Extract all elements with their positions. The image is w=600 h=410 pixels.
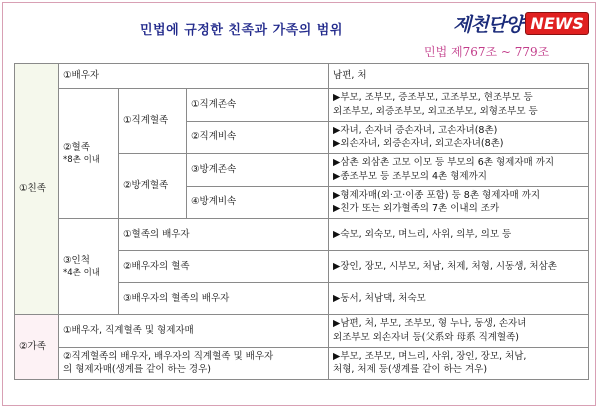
- affinity-category: [59, 219, 119, 315]
- logo-news-badge: NEWS: [525, 12, 589, 35]
- lineal-ascendant-value: [329, 89, 589, 122]
- blood-category: [59, 89, 119, 219]
- lineal-blood-label: ①직계혈족: [119, 89, 187, 154]
- lineal-descendant-line-2: ▶외손자녀, 외증손자녀, 외고손자녀(8촌): [333, 138, 504, 150]
- collateral-ascendant-value: [329, 154, 589, 187]
- lineal-descendant-label: ②직계비속: [187, 121, 329, 154]
- family-item-1-line-2: 외조부모 외손자녀 등(父系와 母系 직계혈족): [333, 331, 519, 343]
- collateral-descendant-line-1: ▶형제자매(외·고·이종 포함) 등 8촌 형제자매 까지: [333, 189, 541, 201]
- affinity-item-3-value: ▶동서, 처남댁, 처숙모: [329, 283, 589, 315]
- lineal-ascendant-line-1: ▶부모, 조부모, 증조부모, 고조부모, 현조부모 등: [333, 92, 533, 103]
- spouse-label: ①배우자: [59, 64, 329, 89]
- lineal-descendant-line-1: ▶자녀, 손자녀 증손자녀, 고손자녀(8촌): [333, 124, 498, 136]
- collateral-descendant-line-2: ▶친가 또는 외가혈족의 7촌 이내의 조카: [333, 203, 500, 215]
- table-row: [15, 315, 589, 348]
- lineal-descendant-value: [329, 121, 589, 154]
- family-item-2-line-1: ②직계혈족의 배우자, 배우자의 직계혈족 및 배우자: [63, 350, 274, 362]
- family-item-2-value-line-1: ▶부모, 조부모, 며느리, 사위, 장인, 장모, 처남,: [333, 350, 527, 362]
- family-item-2-label: [59, 347, 329, 380]
- collateral-blood-label: ②방계혈족: [119, 154, 187, 219]
- law-reference: 민법 제767조 ~ 779조: [424, 45, 550, 59]
- family-item-1-line-1: ▶남편, 처, 부모, 조부모, 형 누나, 동생, 손자녀: [333, 318, 527, 330]
- table-row: [15, 89, 589, 122]
- affinity-label: ③인척: [63, 254, 90, 266]
- affinity-item-3-label: ③배우자의 혈족의 배우자: [119, 283, 329, 315]
- affinity-item-2-label: ②배우자의 혈족: [119, 251, 329, 283]
- family-item-1-label: ①배우자, 직계혈족 및 형제자매: [59, 315, 329, 348]
- family-item-2-value: [329, 347, 589, 380]
- spouse-value: 남편, 처: [329, 64, 589, 89]
- collateral-descendant-label: ④방계비속: [187, 186, 329, 219]
- collateral-ascendant-label: ③방계존속: [187, 154, 329, 187]
- page-title: 민법에 규정한 친족과 가족의 범위: [140, 23, 343, 38]
- affinity-item-2-value: ▶장인, 장모, 시부모, 처남, 처제, 처형, 시동생, 처삼촌: [329, 251, 589, 283]
- kinship-table: [14, 63, 589, 380]
- family-item-1-value: [329, 315, 589, 348]
- affinity-item-1-value: ▶숙모, 외숙모, 며느리, 사위, 의부, 의모 등: [329, 219, 589, 251]
- relatives-category: ①친족: [15, 64, 59, 315]
- family-category: ②가족: [15, 315, 59, 380]
- collateral-ascendant-line-2: ▶종조부모 등 조부모의 4촌 형제까지: [333, 170, 487, 182]
- collateral-descendant-value: [329, 186, 589, 219]
- lineal-ascendant-line-2: 외조부모, 외증조부모, 외고조부모, 외형조부모 등: [333, 105, 538, 117]
- news-logo: [453, 10, 589, 36]
- affinity-item-1-label: ①혈족의 배우자: [119, 219, 329, 251]
- blood-note: *8촌 이내: [63, 155, 100, 166]
- table-row: [15, 347, 589, 380]
- lineal-ascendant-label: ①직계존속: [187, 89, 329, 122]
- family-item-2-line-2: 의 형제자매(생계를 같이 하는 경우): [63, 364, 211, 376]
- table-row: [15, 219, 589, 251]
- collateral-ascendant-line-1: ▶삼촌 외삼촌 고모 이모 등 부모의 6촌 형제자매 까지: [333, 157, 555, 169]
- logo-text: 제천단양: [453, 13, 523, 36]
- blood-label: ②혈족: [63, 141, 90, 153]
- affinity-note: *4촌 이내: [63, 268, 100, 279]
- family-item-2-value-line-2: 처형, 처제 등(생계를 같이 하는 겨우): [333, 364, 488, 376]
- table-row: [15, 64, 589, 89]
